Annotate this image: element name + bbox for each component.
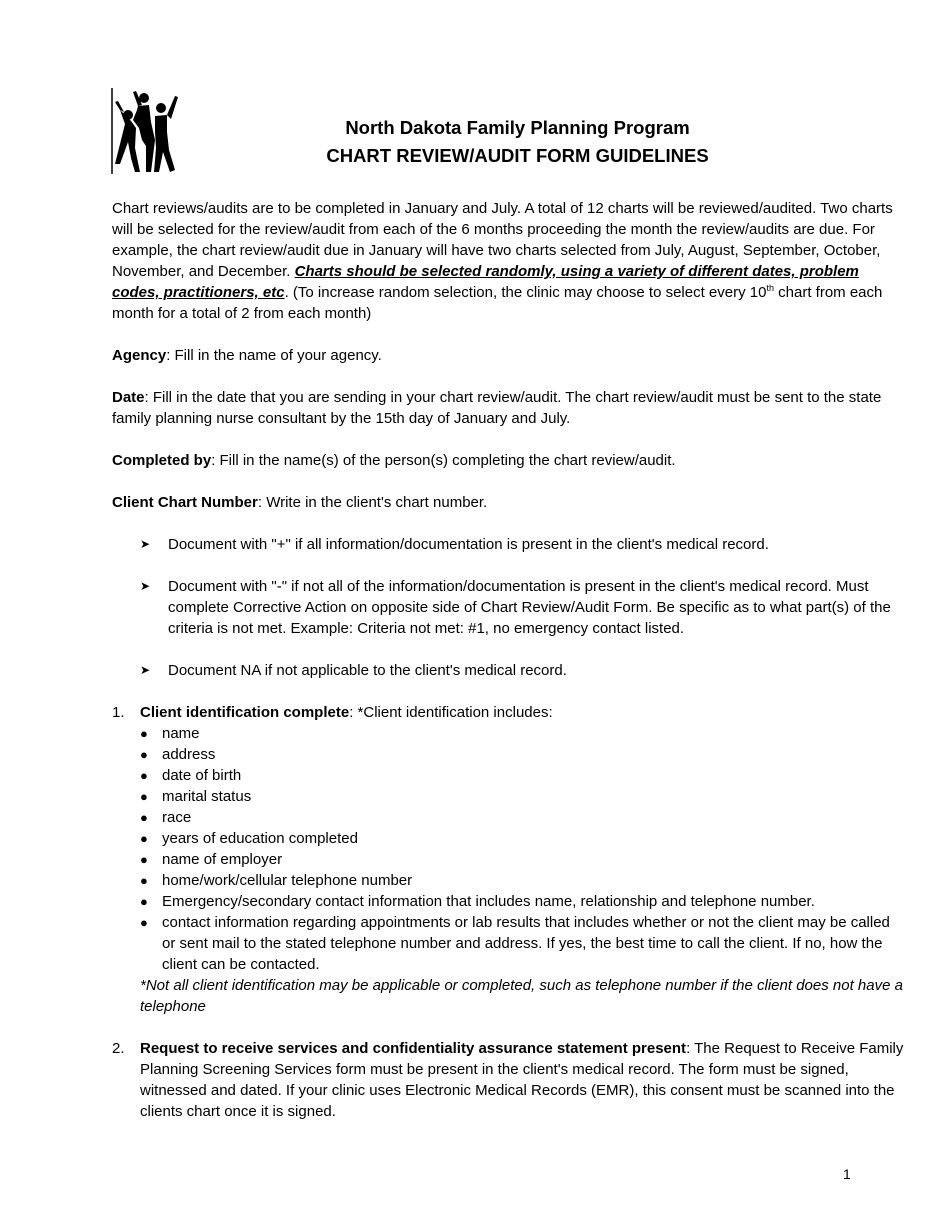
- family-logo: [111, 88, 181, 174]
- intro-text: Chart reviews/audits are to be completed in January and July. A total of 12 charts will be reviewed/audited. Two charts will be selected for the review/audit from each of the 6 months proceeding the month the review/audits are due. For example, the chart review/audit due in January will have two charts selected from July, August, September, October, November, and December.: [112, 200, 893, 280]
- list-item: [140, 786, 904, 807]
- item-label: Client identification complete: [140, 704, 350, 721]
- list-item: [140, 891, 904, 912]
- identification-note: *Not all client identification may be applicable or completed, such as telephone number if the client does not have a telephone: [140, 977, 903, 1015]
- arrow-item: [112, 576, 904, 639]
- item-text: : *Client identification includes:: [349, 704, 553, 721]
- arrow-bullet-icon: ➤: [140, 537, 151, 551]
- list-item: [140, 912, 904, 975]
- field-agency: [112, 345, 904, 366]
- list-item-text: home/work/cellular telephone number: [162, 872, 413, 889]
- document-title: [240, 114, 795, 170]
- bullet-icon: ●: [140, 810, 148, 825]
- field-completed-by: [112, 450, 904, 471]
- intro-text-2: . (To increase random selection, the clinic may choose to select every 10: [284, 284, 767, 301]
- title-line-2: CHART REVIEW/AUDIT FORM GUIDELINES: [326, 145, 709, 166]
- list-item-text: address: [162, 746, 216, 763]
- list-item: [140, 744, 904, 765]
- list-item: [140, 849, 904, 870]
- title-line-1: North Dakota Family Planning Program: [345, 117, 690, 138]
- client-identification-list: [140, 723, 904, 975]
- bullet-icon: ●: [140, 747, 148, 762]
- bullet-icon: ●: [140, 894, 148, 909]
- list-item: [140, 828, 904, 849]
- bullet-icon: ●: [140, 831, 148, 846]
- intro-emphasis: Charts should be selected randomly, using a variety of different dates, problem codes, practitioners, etc: [112, 263, 859, 301]
- item-label: Request to receive services and confidentiality assurance statement present: [140, 1040, 687, 1057]
- list-item-text: race: [162, 809, 192, 826]
- arrow-item-text: Document with "+" if all information/documentation is present in the client's medical record.: [168, 536, 769, 553]
- bullet-icon: ●: [140, 726, 148, 741]
- field-label: Client Chart Number: [112, 494, 258, 511]
- list-item-text: years of education completed: [162, 830, 358, 847]
- item-number: 2.: [112, 1040, 125, 1057]
- arrow-item: [112, 534, 904, 555]
- field-text: : Fill in the date that you are sending in your chart review/audit. The chart review/audit must be sent to the state family planning nurse consultant by the 15th day of January and July.: [112, 389, 882, 427]
- field-client-chart-number: [112, 492, 904, 513]
- list-item-text: contact information regarding appointments or lab results that includes whether or not the client may be called or sent mail to the stated telephone number and address. If yes, the best time to call the client. If no, how the client can be contacted.: [162, 914, 890, 973]
- numbered-item-1: [112, 702, 904, 1017]
- field-date: [112, 387, 904, 429]
- list-item: [140, 807, 904, 828]
- list-item-text: name of employer: [162, 851, 283, 868]
- arrow-item: [112, 660, 904, 681]
- list-item: [140, 765, 904, 786]
- item-heading: [140, 702, 904, 723]
- document-body: [112, 198, 904, 1122]
- intro-paragraph: [112, 198, 904, 324]
- field-text: : Fill in the name(s) of the person(s) completing the chart review/audit.: [211, 452, 676, 469]
- list-item-text: name: [162, 725, 200, 742]
- bullet-icon: ●: [140, 915, 148, 930]
- arrow-item-text: Document NA if not applicable to the client's medical record.: [168, 662, 567, 679]
- item-paragraph: [140, 1038, 904, 1122]
- arrow-bullet-icon: ➤: [140, 663, 151, 677]
- field-label: Completed by: [112, 452, 212, 469]
- field-text: : Write in the client's chart number.: [257, 494, 488, 511]
- bullet-icon: ●: [140, 873, 148, 888]
- intro-superscript: th: [766, 283, 774, 293]
- field-label: Agency: [112, 347, 167, 364]
- bullet-icon: ●: [140, 768, 148, 783]
- field-text: : Fill in the name of your agency.: [166, 347, 382, 364]
- item-number: 1.: [112, 704, 125, 721]
- list-item-text: marital status: [162, 788, 252, 805]
- list-item-text: date of birth: [162, 767, 242, 784]
- list-item: [140, 723, 904, 744]
- list-item: [140, 870, 904, 891]
- bullet-icon: ●: [140, 852, 148, 867]
- bullet-icon: ●: [140, 789, 148, 804]
- list-item-text: Emergency/secondary contact information that includes name, relationship and telephone number.: [162, 893, 815, 910]
- intro-text-3: chart from each month for a total of 2 from each month): [112, 284, 883, 322]
- field-label: Date: [112, 389, 145, 406]
- arrow-item-text: Document with "-" if not all of the information/documentation is present in the client's medical record. Must complete Corrective Action on opposite side of Chart Review/Audit Form. Be specific as to what part(s) of the criteria is not met. Example: Criteria not met: #1, no emergency contact listed.: [168, 578, 891, 637]
- item-text: : The Request to Receive Family Planning Screening Services form must be present in the client's medical record. The form must be signed, witnessed and dated. If your clinic uses Electronic Medical Records (EMR), this consent must be scanned into the clients chart once it is signed.: [140, 1040, 904, 1120]
- page-number: 1: [843, 1166, 851, 1182]
- numbered-item-2: [112, 1038, 904, 1122]
- arrow-bullet-icon: ➤: [140, 579, 151, 593]
